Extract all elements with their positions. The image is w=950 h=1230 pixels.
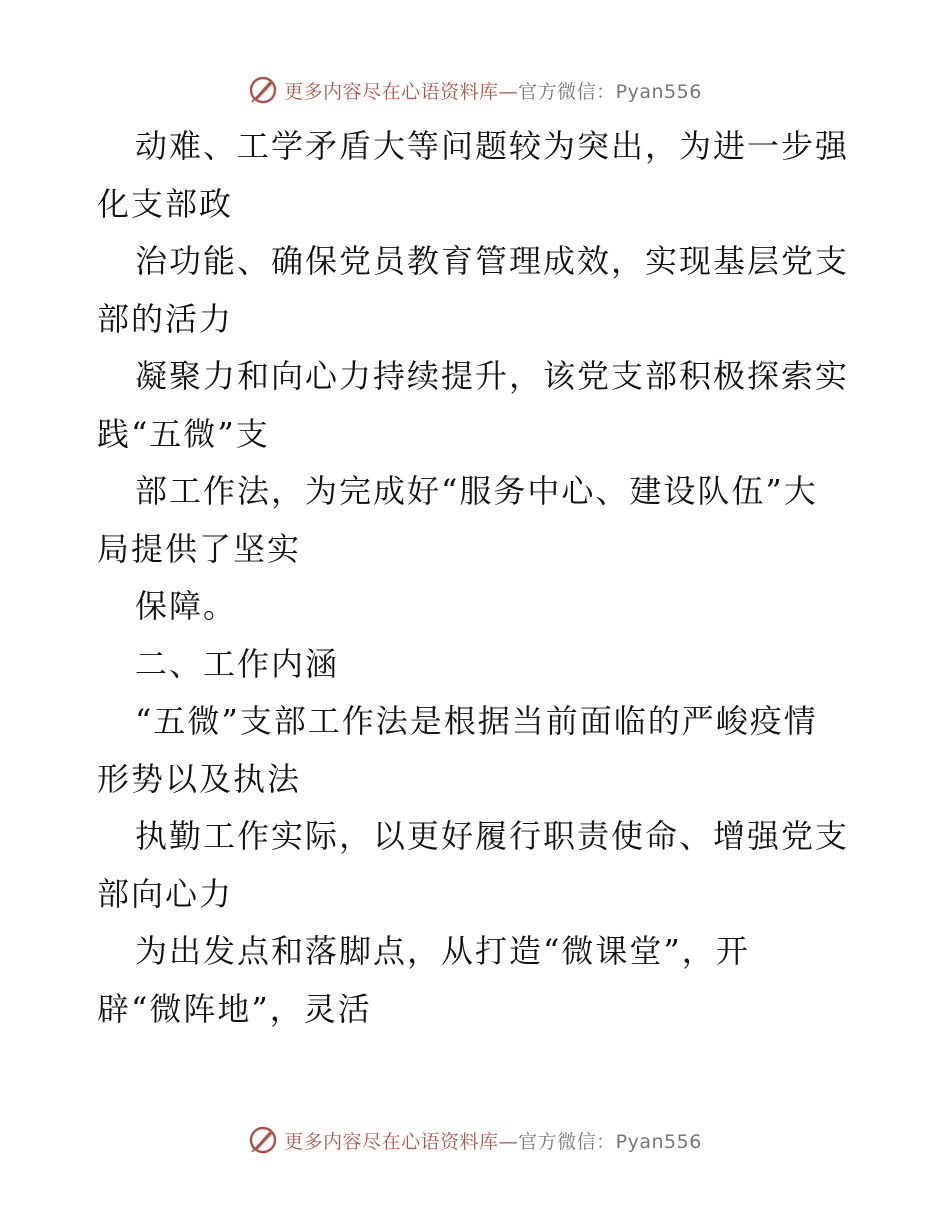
text-line: 化支部政: [97, 184, 234, 223]
text-line: “五微”支部工作法是根据当前面临的严峻疫情: [135, 702, 818, 740]
watermark-text: 更多内容尽在心语资料库—官方微信：Pyan556: [284, 1130, 702, 1153]
text-line: 治功能、确保党员教育管理成效，实现基层党支: [135, 242, 850, 280]
text-line: 部的活力: [97, 299, 234, 338]
text-line: 践“五微”支: [97, 414, 270, 453]
text-line: 形势以及执法: [97, 759, 302, 798]
footer-watermark: [0, 1120, 950, 1160]
text-line: 部向心力: [97, 874, 234, 913]
header-watermark: [0, 70, 950, 110]
text-line: 辟“微阵地”，灵活: [97, 989, 372, 1028]
text-line: 凝聚力和向心力持续提升，该党支部积极探索实: [135, 357, 850, 395]
quill-logo-icon: [248, 1125, 278, 1155]
text-line: 为出发点和落脚点，从打造“微课堂”，开: [135, 932, 750, 970]
document-body: [97, 118, 857, 1038]
watermark-text: 更多内容尽在心语资料库—官方微信：Pyan556: [284, 80, 702, 103]
text-line: 执勤工作实际，以更好履行职责使命、增强党支: [135, 817, 850, 855]
text-line: 动难、工学矛盾大等问题较为突出，为进一步强: [135, 127, 850, 165]
text-line: 部工作法，为完成好“服务中心、建设队伍”大: [135, 472, 818, 510]
text-line: 保障。: [135, 587, 238, 625]
text-line: 局提供了坚实: [97, 529, 302, 568]
text-line: 二、工作内涵: [135, 644, 340, 683]
quill-logo-icon: [248, 75, 278, 105]
